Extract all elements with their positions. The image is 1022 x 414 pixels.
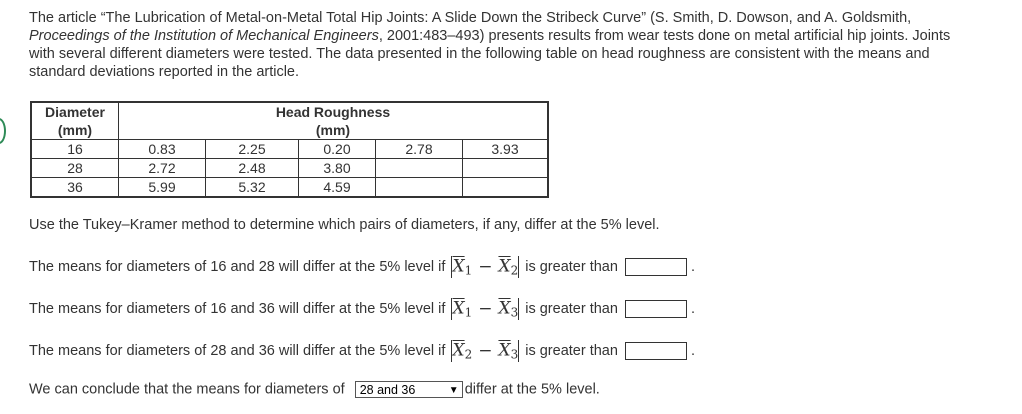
question-prefix: The means for diameters of 28 and 36 will differ at the 5% level if: [29, 342, 446, 359]
question-suffix: is greater than: [525, 342, 618, 359]
answer-input[interactable]: [625, 342, 687, 360]
table-row: [31, 140, 548, 159]
chevron-down-icon: ▼: [448, 385, 459, 396]
intro-text-part2: , 2001:483–493) presents results from wear tests done on metal artificial hip joints. Joints with several different diameters were tested. The data presented in the following table on head roughness are consistent with the means and standard deviations reported in the article.: [29, 28, 951, 80]
value-cell: 3.93: [463, 140, 549, 159]
value-cell: [376, 178, 463, 198]
value-cell: 3.80: [299, 159, 376, 178]
question-row-1: The means for diameters of 16 and 28 will differ at the 5% level if $\overline{X}_1 - \overline{X}_2$ is greater than .: [29, 256, 695, 278]
value-cell: 2.48: [206, 159, 299, 178]
answer-input[interactable]: [625, 300, 687, 318]
value-cell: 5.32: [206, 178, 299, 198]
question-row-3: The means for diameters of 28 and 36 will differ at the 5% level if $\overline{X}_2 - \overline{X}_3$ is greater than .: [29, 340, 695, 362]
table-row: [31, 178, 548, 198]
instruction-text: Use the Tukey–Kramer method to determine which pairs of diameters, if any, differ at the 5% level.: [29, 217, 660, 233]
conclusion-row: [29, 381, 600, 398]
question-suffix: is greater than: [525, 258, 618, 275]
intro-text-part1: The article “The Lubrication of Metal-on-Metal Total Hip Joints: A Slide Down the Stribeck Curve” (S. Smith, D. Dowson, and A. Goldsmith,: [29, 10, 912, 26]
intro-paragraph: [29, 9, 959, 81]
value-cell: 2.72: [119, 159, 206, 178]
value-cell: [463, 178, 549, 198]
answer-input[interactable]: [625, 258, 687, 276]
abs-diff-expression: $\overline{X}_2 - \overline{X}_3$: [452, 340, 519, 362]
value-cell: 4.59: [299, 178, 376, 198]
diameter-cell: 28: [31, 159, 119, 178]
value-cell: [376, 159, 463, 178]
diameter-cell: 16: [31, 140, 119, 159]
select-value: 28 and 36: [359, 383, 416, 397]
diameter-cell: 36: [31, 178, 119, 198]
question-row-2: The means for diameters of 16 and 36 will differ at the 5% level if $\overline{X}_1 - \overline{X}_3$ is greater than .: [29, 298, 695, 320]
left-edge-marker: [0, 118, 6, 144]
value-cell: 5.99: [119, 178, 206, 198]
intro-journal-name: Proceedings of the Institution of Mechanical Engineers: [29, 28, 379, 44]
question-prefix: The means for diameters of 16 and 28 will differ at the 5% level if: [29, 258, 446, 275]
conclusion-suffix: differ at the 5% level.: [464, 381, 600, 398]
diameter-header: Diameter (mm): [31, 102, 119, 140]
conclusion-prefix: We can conclude that the means for diameters of: [29, 381, 345, 398]
question-suffix: is greater than: [525, 300, 618, 317]
diameter-pair-select[interactable]: [355, 381, 463, 398]
value-cell: 2.25: [206, 140, 299, 159]
value-cell: 2.78: [376, 140, 463, 159]
abs-diff-expression: $\overline{X}_1 - \overline{X}_3$: [452, 298, 519, 320]
question-prefix: The means for diameters of 16 and 36 will differ at the 5% level if: [29, 300, 446, 317]
table-row: [31, 159, 548, 178]
value-cell: [463, 159, 549, 178]
head-roughness-table: [30, 101, 549, 198]
abs-diff-expression: $\overline{X}_1 - \overline{X}_2$: [452, 256, 519, 278]
value-cell: 0.83: [119, 140, 206, 159]
value-cell: 0.20: [299, 140, 376, 159]
head-roughness-header: Head Roughness (mm): [119, 102, 549, 140]
